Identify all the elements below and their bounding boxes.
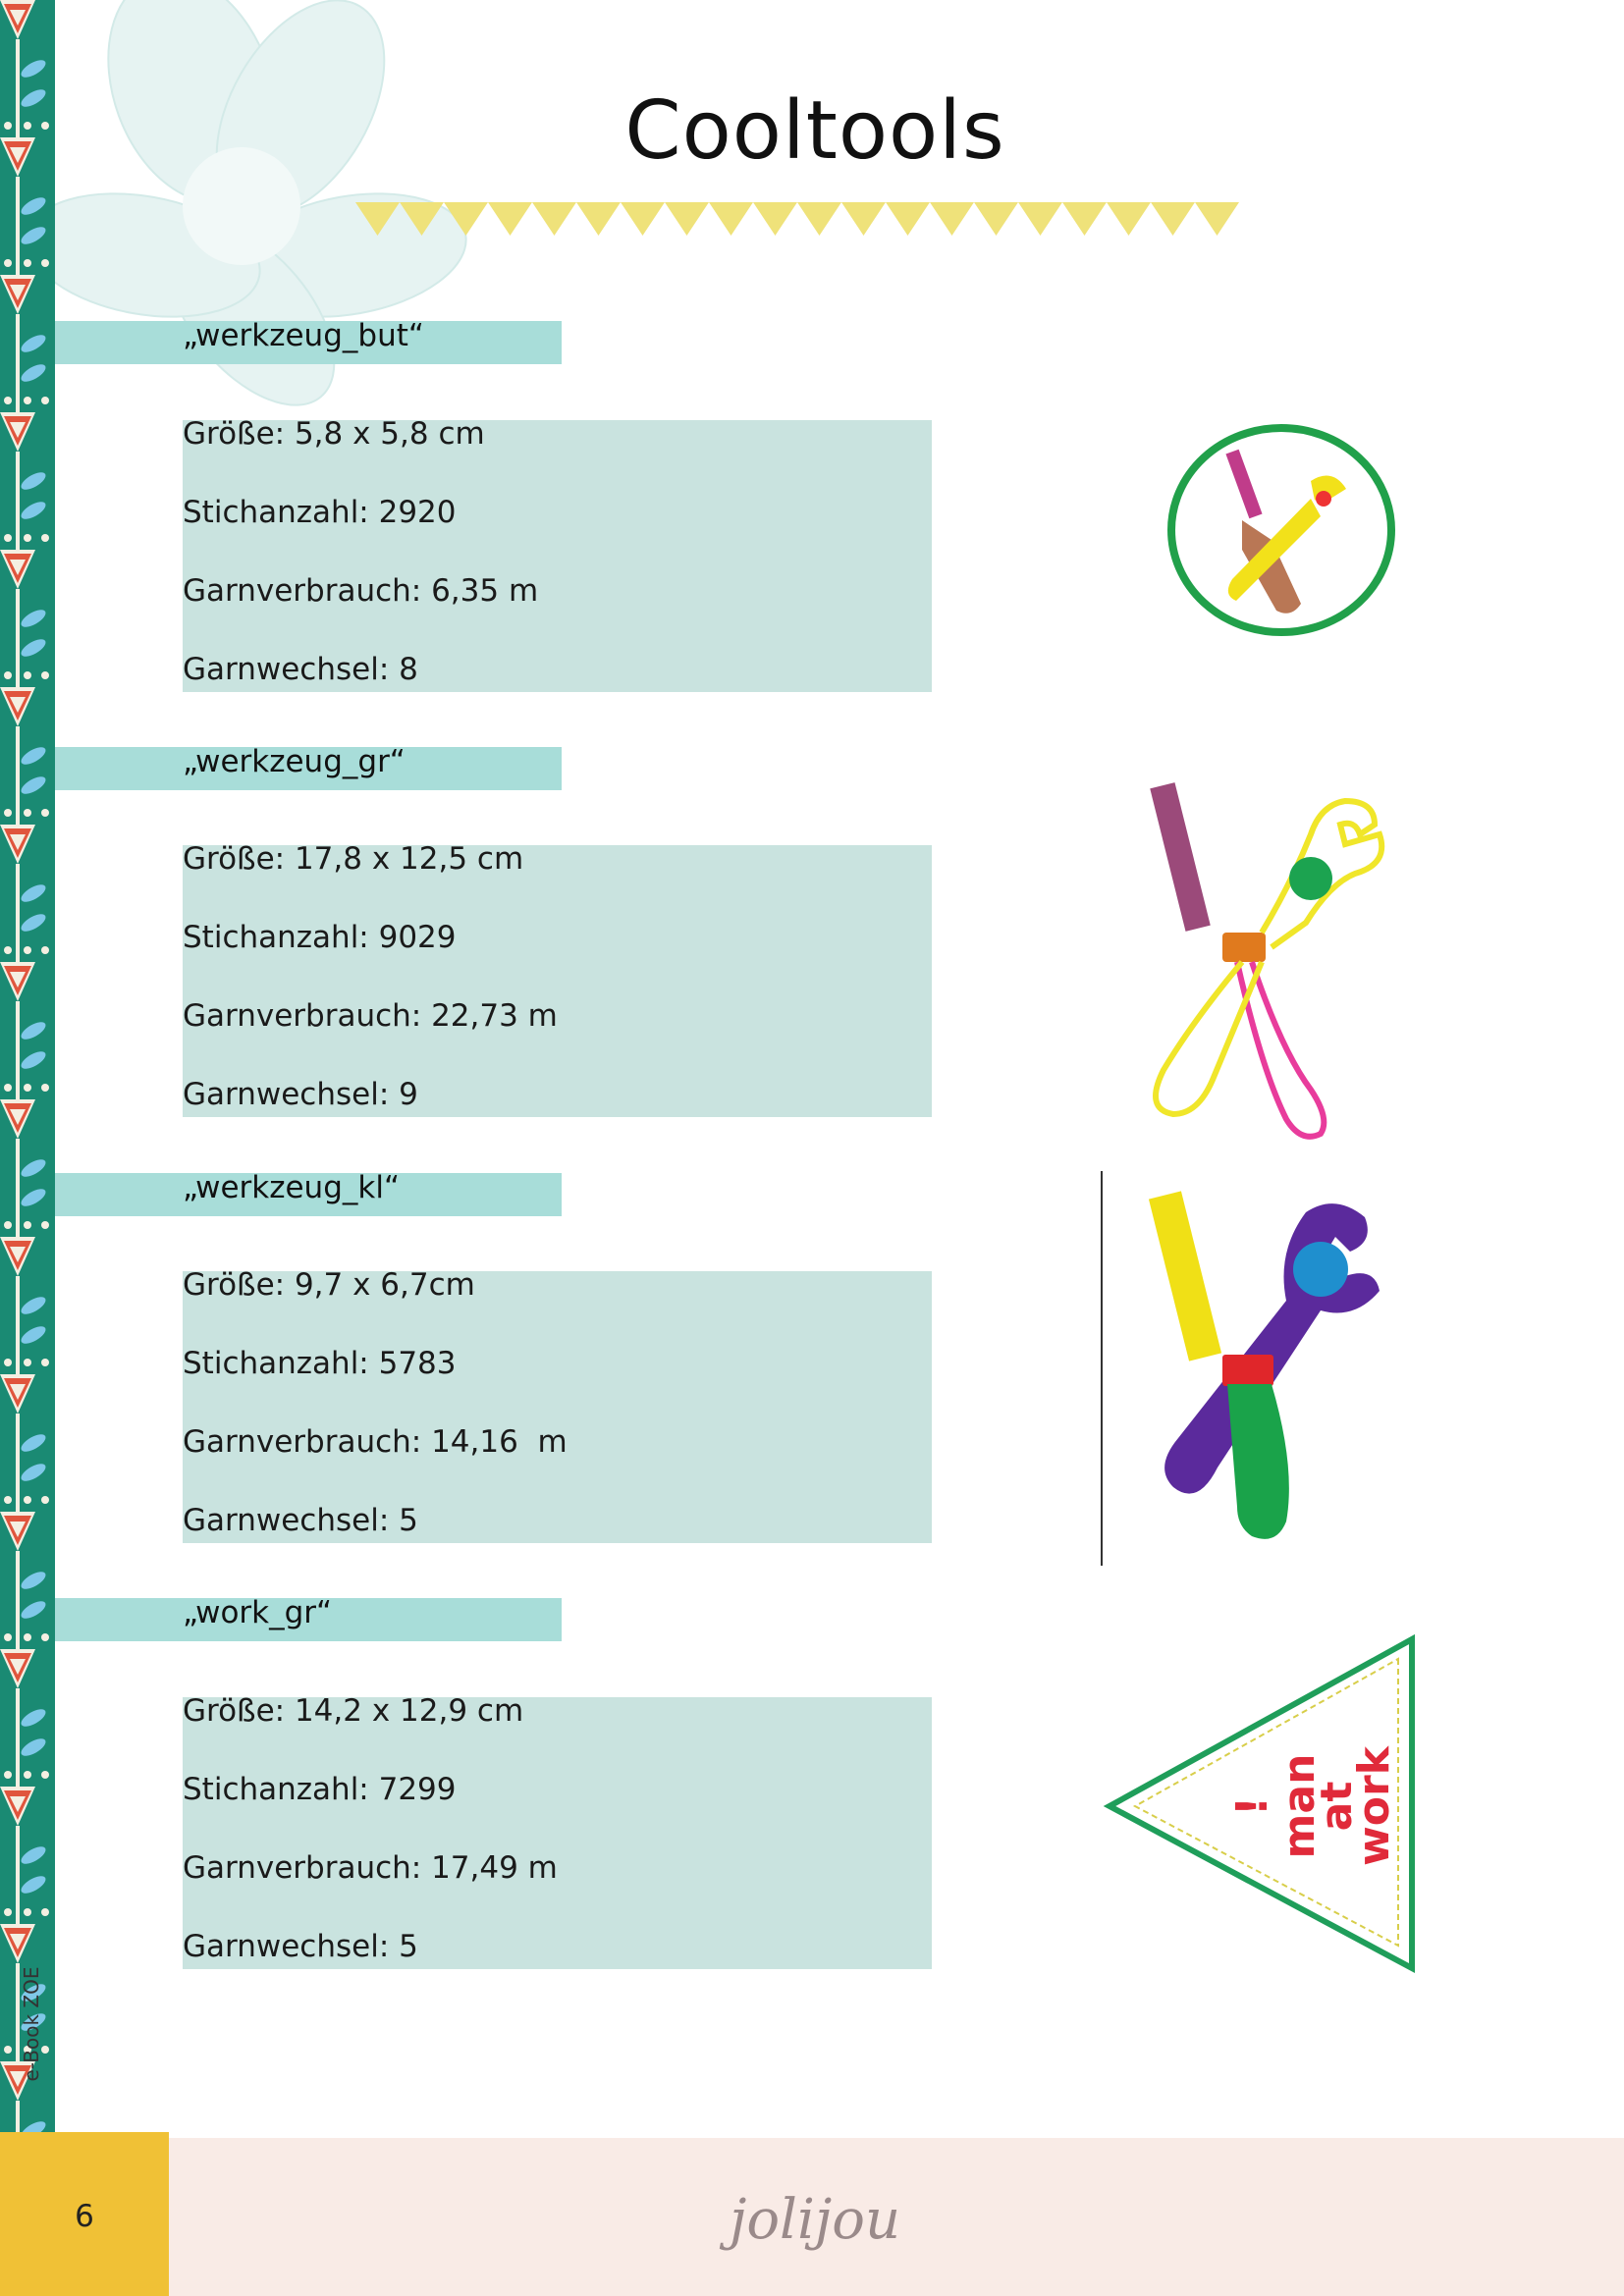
spec-color-changes: Garnwechsel: 5 [183, 1929, 418, 1964]
side-label: e-Book ZOE [20, 1966, 43, 2082]
design-name: „werkzeug_kl“ [183, 1170, 401, 1205]
page-title: Cooltools [624, 84, 1005, 178]
man-at-work-triangle-icon [1100, 1629, 1424, 1978]
spec-color-changes: Garnwechsel: 5 [183, 1503, 418, 1538]
spec-color-changes: Garnwechsel: 8 [183, 652, 418, 687]
spec-color-changes: Garnwechsel: 9 [183, 1077, 418, 1112]
design-name: „werkzeug_gr“ [183, 744, 406, 779]
jolijou-logo [707, 2177, 923, 2266]
badge-line-3: work [1349, 1746, 1399, 1866]
spec-thread: Garnverbrauch: 17,49 m [183, 1850, 558, 1886]
outline-screwdriver-wrench-icon [1134, 775, 1409, 1148]
spec-thread: Garnverbrauch: 22,73 m [183, 998, 558, 1034]
badge-line-1: man [1274, 1753, 1325, 1859]
spec-stitches: Stichanzahl: 5783 [183, 1346, 457, 1381]
spec-stitches: Stichanzahl: 2920 [183, 495, 457, 530]
spec-size: Größe: 9,7 x 6,7cm [183, 1267, 475, 1303]
badge-line-2: at [1312, 1781, 1362, 1832]
decorative-pattern-strip [0, 0, 55, 2132]
zigzag-divider [355, 202, 1239, 241]
logo-text: jolijou [729, 2188, 901, 2252]
page-number: 6 [75, 2199, 94, 2234]
spec-thread: Garnverbrauch: 6,35 m [183, 573, 539, 609]
spec-size: Größe: 17,8 x 12,5 cm [183, 841, 524, 877]
spec-stitches: Stichanzahl: 7299 [183, 1772, 457, 1807]
circle-patch-screwdriver-wrench-icon [1164, 422, 1399, 638]
spec-size: Größe: 14,2 x 12,9 cm [183, 1693, 524, 1729]
spec-stitches: Stichanzahl: 9029 [183, 920, 457, 955]
design-name: „werkzeug_but“ [183, 318, 424, 353]
spec-size: Größe: 5,8 x 5,8 cm [183, 416, 485, 452]
filled-screwdriver-wrench-icon [1139, 1183, 1414, 1556]
badge-exclaim: ! [1227, 1795, 1277, 1817]
design-name: „work_gr“ [183, 1595, 333, 1630]
spec-thread: Garnverbrauch: 14,16 m [183, 1424, 568, 1460]
vertical-divider [1101, 1171, 1103, 1566]
